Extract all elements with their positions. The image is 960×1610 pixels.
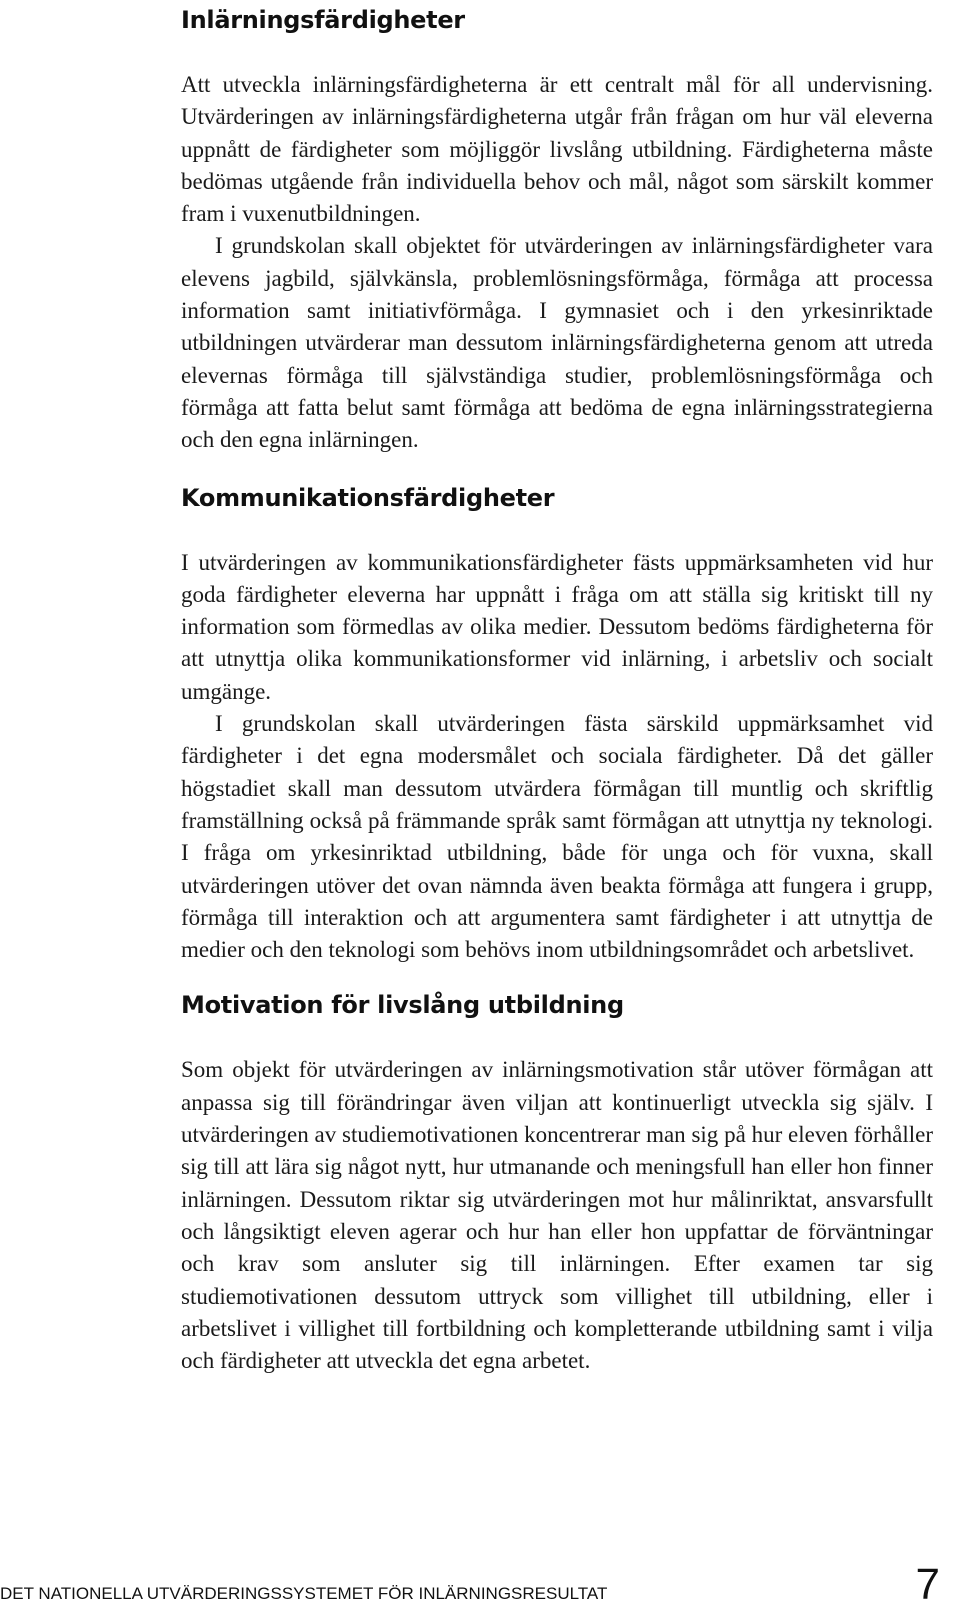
section-heading-motivation: Motivation för livslång utbildning xyxy=(181,991,624,1020)
section-heading-inlarningsfardigheter: Inlärningsfärdigheter xyxy=(181,6,465,34)
page-body xyxy=(181,0,933,1377)
section-heading-kommunikationsfardigheter: Kommunikationsfärdigheter xyxy=(181,483,555,512)
paragraph: I grundskolan skall utvärderingen fästa särskild uppmärksamhet vid färdigheter i det egna modersmålet och sociala färdigheter. Då det gäller högstadiet skall man dessutom utvärdera förmågan till muntlig och skriftlig framställning också på främmande språk samt förmågan att utnyttja ny teknologi. I fråga om yrkesinriktad utbildning, både för unga och för vuxna, skall utvärderingen utöver det ovan nämnda även beakta förmåga att fungera i grupp, förmåga till interaktion och att argumentera samt färdigheter i att utnyttja de medier och den teknologi som behövs inom utbildningsområdet och arbetslivet. xyxy=(181,711,933,963)
paragraph: I grundskolan skall objektet för utvärderingen av inlärningsfärdigheter vara elevens jagbild, självkänsla, problemlösningsförmåga, förmåga att processa information samt initiativförmåga. I gymnasiet och i den yrkesinriktade utbildningen utvärderar man dessutom inlärningsfärdigheterna genom att utreda elevernas förmåga till självständiga studier, problemlösningsförmåga och förmåga att fatta belut samt förmåga att bedöma de egna inlärningsstrategierna och den egna inlärningen. xyxy=(181,233,933,453)
paragraph: Att utveckla inlärningsfärdigheterna är ett centralt mål för all undervisning. Utvärderingen av inlärningsfärdigheterna utgår från frågan om hur väl eleverna uppnått de färdigheter som möjliggör livslång utbildning. Färdigheterna måste bedömas utgående från individuella behov och mål, något som särskilt kommer fram i vuxenutbildningen. xyxy=(181,72,933,227)
paragraph: I utvärderingen av kommunikationsfärdigheter fästs uppmärksamheten vid hur goda färdigheter eleverna har uppnått i fråga om att ställa sig kritiskt till ny information som förmedlas av olika medier. Dessutom bedöms färdigheterna för att utnyttja olika kommunikationsformer vid inlärning, i arbetsliv och socialt umgänge. xyxy=(181,549,933,704)
footer-title: DET NATIONELLA UTVÄRDERINGSSYSTEMET FÖR INLÄRNINGSRESULTAT xyxy=(0,1584,608,1603)
page-footer xyxy=(0,1560,940,1610)
page-number: 7 xyxy=(915,1560,940,1609)
paragraph: Som objekt för utvärderingen av inlärningsmotivation står utöver förmågan att anpassa sig till förändringar även viljan att kontinuerligt utveckla sig själv. I utvärderingen av studiemotivationen koncentrerar man sig på hur eleven förhåller sig till att lära sig något nytt, hur utmanande och meningsfull han eller hon finner inlärningen. Dessutom riktar sig utvärderingen mot hur målinriktat, ansvarsfullt och långsiktigt eleven agerar och hur han eller hon uppfattar de förväntningar och krav som ansluter sig till inlärningen. Efter examen tar sig studiemotivationen dessutom uttryck som villighet till utbildning, eller i arbetslivet i villighet till fortbildning och kompletterande utbildning samt i vilja och färdigheter att utveckla det egna arbetet. xyxy=(181,1057,933,1374)
